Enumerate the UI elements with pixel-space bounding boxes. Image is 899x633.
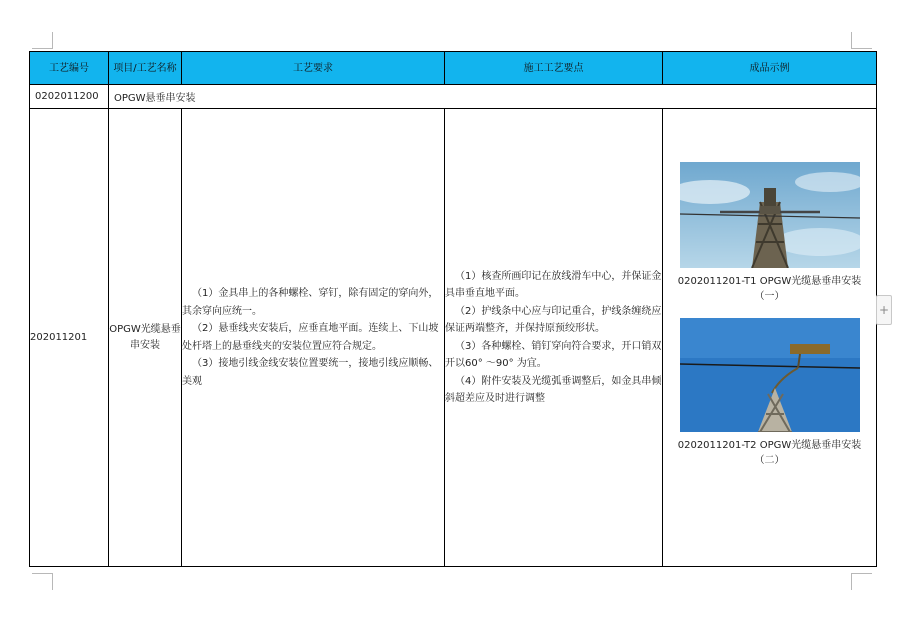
row-code: 202011201 — [30, 109, 109, 567]
group-name: OPGW悬垂串安装 — [109, 85, 877, 109]
requirements-cell — [182, 109, 445, 567]
example-photo-1 — [680, 162, 860, 268]
process-table — [29, 51, 877, 567]
key-point-item: （1）核查所画印记在放线滑车中心，并保证金具串垂直地平面。 — [445, 270, 662, 299]
requirement-item: （1）金具串上的各种螺栓、穿钉，除有固定的穿向外，其余穿向应统一。 — [182, 288, 439, 317]
requirement-item: （2）悬垂线夹安装后，应垂直地平面。连续上、下山坡处杆塔上的悬垂线夹的安装位置应符合规定。 — [182, 323, 439, 352]
header-key-points: 施工工艺要点 — [445, 52, 663, 85]
header-code: 工艺编号 — [30, 52, 109, 85]
example-caption-1: 0202011201-T1 OPGW光缆悬垂串安装（一） — [677, 276, 862, 302]
example-cell — [663, 109, 877, 567]
group-row — [30, 85, 877, 109]
header-row — [30, 52, 877, 85]
row-name: OPGW光缆悬垂串安装 — [109, 109, 182, 567]
header-example: 成品示例 — [663, 52, 877, 85]
header-requirements: 工艺要求 — [182, 52, 445, 85]
crop-mark-bottom-left — [32, 573, 53, 590]
crop-mark-bottom-right — [851, 573, 872, 590]
header-item: 项目/工艺名称 — [109, 52, 182, 85]
requirement-item: （3）接地引线金线安装位置要统一，接地引线应顺畅、美观 — [182, 358, 439, 387]
example-caption-2: 0202011201-T2 OPGW光缆悬垂串安装（二） — [677, 440, 862, 466]
key-points-cell — [445, 109, 663, 567]
key-point-item: （2）护线条中心应与印记重合，护线条缠绕应保证两端整齐，并保持原预绞形状。 — [445, 305, 662, 334]
crop-mark-top-right — [851, 32, 872, 49]
table-row — [30, 109, 877, 567]
crop-mark-top-left — [32, 32, 53, 49]
group-code: 0202011200 — [30, 85, 109, 109]
example-photo-2 — [680, 318, 860, 432]
key-point-item: （4）附件安装及光缆弧垂调整后，如金具串倾斜超差应及时进行调整 — [445, 375, 662, 404]
side-tab-plus-icon[interactable]: + — [876, 295, 892, 325]
key-point-item: （3）各种螺栓、销钉穿向符合要求，开口销双开以60° ～90° 为宜。 — [445, 340, 662, 369]
